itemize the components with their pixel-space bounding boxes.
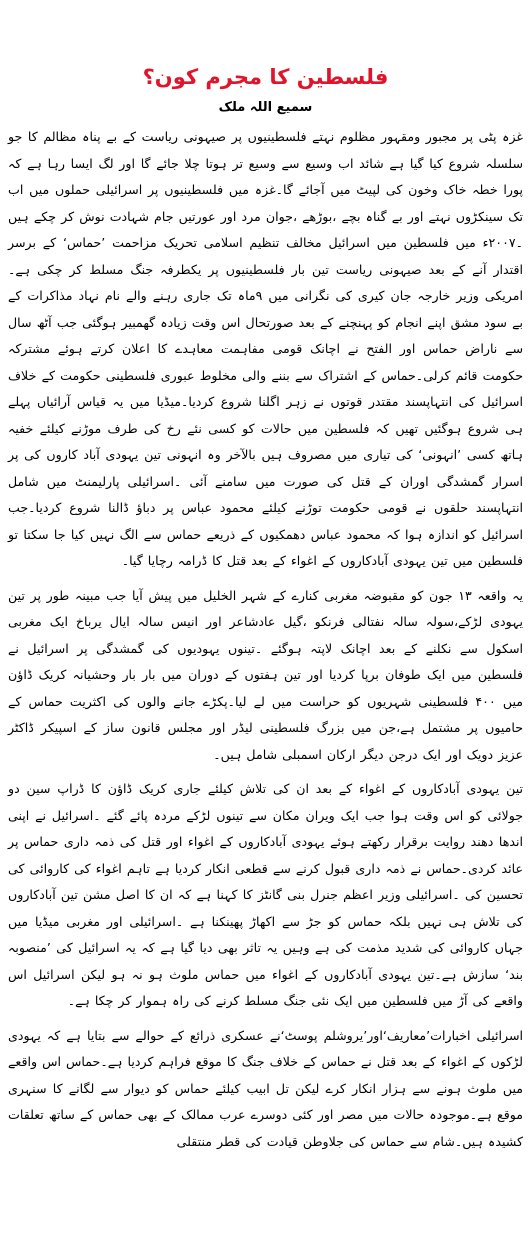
- article-title: فلسطین کا مجرم کون؟: [142, 65, 389, 89]
- article-paragraph: غزہ پٹی پر مجبور ومقہور مظلوم نہتے فلسطینیوں پر صیہونی ریاست کے بے پناہ مظالم کا جو سلسلہ شروع کیا گیا ہے شائد اب وسیع سے وسیع تر ہوتا چلا جائے گا اور لگ ایسا رہا ہے کہ پورا خطہ خاک وخون کی لپیٹ میں آجائے گا۔غزہ میں فلسطینیوں پر اسرائیلی حملوں میں اب تک سینکڑوں نہتے اور بے گناہ بچے ،بوڑھے ،جوان مرد اور عورتیں جام شہادت نوش کر چکے ہیں ۔۲۰۰۷ء میں فلسطین میں اسرائیل مخالف تنظیم اسلامی تحریک مزاحمت ’حماس‘ کے برسر اقتدار آنے کے بعد صیہونی ریاست تین بار فلسطینیوں پر یکطرفہ جنگ مسلط کر چکی ہے۔امریکی وزیر خارجہ جان کیری کی نگرانی میں ۹ماہ تک جاری رہنے والے نام نہاد مذاکرات کے بے سود مشق اپنے انجام کو پہنچنے کے بعد صورتحال اس وقت زیادہ گھمبیر ہوگئی جب آٹھ سال سے ناراض حماس اور الفتح نے اچانک قومی مفاہمت معاہدے کا اعلان کرتے ہوئے مشترکہ حکومت قائم کرلی۔حماس کے اشتراک سے بننے والی مخلوط عبوری فلسطینی حکومت کے خلاف اسرائیل کی انتہاپسند مقتدر قوتوں نے زہر اگلنا شروع کردیا۔میڈیا میں یہ قیاس آرائیاں پہلے ہی شروع ہوگئیں تھیں کہ فلسطین میں حالات کو کسی نئے رخ کی طرف موڑنے کیلئے خفیہ ہاتھ کسی ’انہونی‘ کی تیاری میں مصروف ہیں بالآخر وہ انہونی تین یہودی آباد کاروں کی پر اسرار گمشدگی اوران کے قتل کی صورت میں سامنے آئی ۔اسرائیلی پارلیمنٹ میں شامل انتہاپسند حلقوں نے قومی حکومت توڑنے کیلئے محمود عباس پر دباؤ ڈالنا شروع کردیا۔جب اسرائیل کو اندازہ ہوا کہ محمود عباس دھمکیوں کے ذریعے حماس سے الگ نہیں کیا جا سکتا تو فلسطین میں تین یہودی آبادکاروں کے اغواء کے بعد قتل کا ڈرامہ رچایا گیا۔: [8, 129, 524, 568]
- article-paragraph: تین یہودی آبادکاروں کے اغواء کے بعد ان کی تلاش کیلئے جاری کریک ڈاؤن کا ڈراپ سین دو جولائی کو اس وقت ہوا جب ایک ویران مکان سے تینوں لڑکے مردہ پائے گئے ۔اسرائیل نے اپنی اندھا دھند روایت برقرار رکھتے ہوئے یہودی آبادکاروں کے اغواء اور قتل کی ذمہ داری حماس پر عائد کردی۔حماس نے ذمہ داری قبول کرنے سے قطعی انکار کردیا ہے تاہم اغواء کی کاروائی کی تحسین کی ۔اسرائیلی وزیر اعظم جنرل بنی گانٹز کا کہنا ہے کہ ان کا اصل مشن تین آبادکاروں کی تلاش ہی نہیں بلکہ حماس کو جڑ سے اکھاڑ پھینکنا ہے ۔اسرائیلی اور مغربی میڈیا میں جہاں کاروائی کی شدید مذمت کی ہے وہیں یہ تاثر بھی دیا گیا ہے کہ یہ اسرائیل کی ’منصوبہ بند‘ سازش ہے۔تین یہودی آبادکاروں کے اغواء میں حماس ملوث ہو نہ ہو لیکن اسرائیل اس واقعے کی آڑ میں فلسطین میں ایک نئی جنگ مسلط کرنے کی راہ ہموار کر چکا ہے۔: [8, 781, 523, 1008]
- author-name: سمیع اللہ ملک: [218, 100, 313, 115]
- article-paragraph: اسرائیلی اخبارات’معاریف‘اور’یروشلم پوسٹ‘نے عسکری ذرائع کے حوالے سے بتایا ہے کہ یہودی لڑکوں کے اغواء کے بعد قتل نے حماس کے خلاف جنگ کا موقع فراہم کردیا ہے۔حماس اس واقعے میں ملوث ہونے سے ہزار انکار کرے لیکن تل ابیب کیلئے حماس کو دیوار سے لگانے کا سنہری موقع ہے۔موجودہ حالات میں مصر اور کئی دوسرے عرب ممالک کے بھی حماس کے ساتھ تعلقات کشیدہ ہیں۔شام سے حماس کی جلاوطن قیادت کی قطر منتقلی: [8, 1027, 523, 1149]
- article-paragraph: یہ واقعہ ۱۳ جون کو مقبوضہ مغربی کنارے کے شہر الخلیل میں پیش آیا جب مبینہ طور پر تین یہودی لڑکے،سولہ سالہ نفتالی فرنکو ،گیل عادشاعر اور انیس سالہ ایال یرباخ ایک مغربی اسکول سے نکلنے کے بعد اچانک لاپتہ ہوگئے ۔تینوں یہودیوں کی گمشدگی پر اسرائیل نے فلسطین میں ایک طوفان برپا کردیا اور تین ہفتوں کے دوران میں بار بار وحشیانہ کریک ڈاؤن میں ۴۰۰ فلسطینی شہریوں کو حراست میں لے لیا۔پکڑے جانے والوں کی اکثریت حماس کے حامیوں پر مشتمل ہے،جن میں بزرگ فلسطینی لیڈر اور مجلس قانون ساز کے اسپیکر ڈاکٹر عزیز دویک اور ایک درجن دیگر ارکان اسمبلی شامل ہیں۔: [8, 587, 523, 762]
